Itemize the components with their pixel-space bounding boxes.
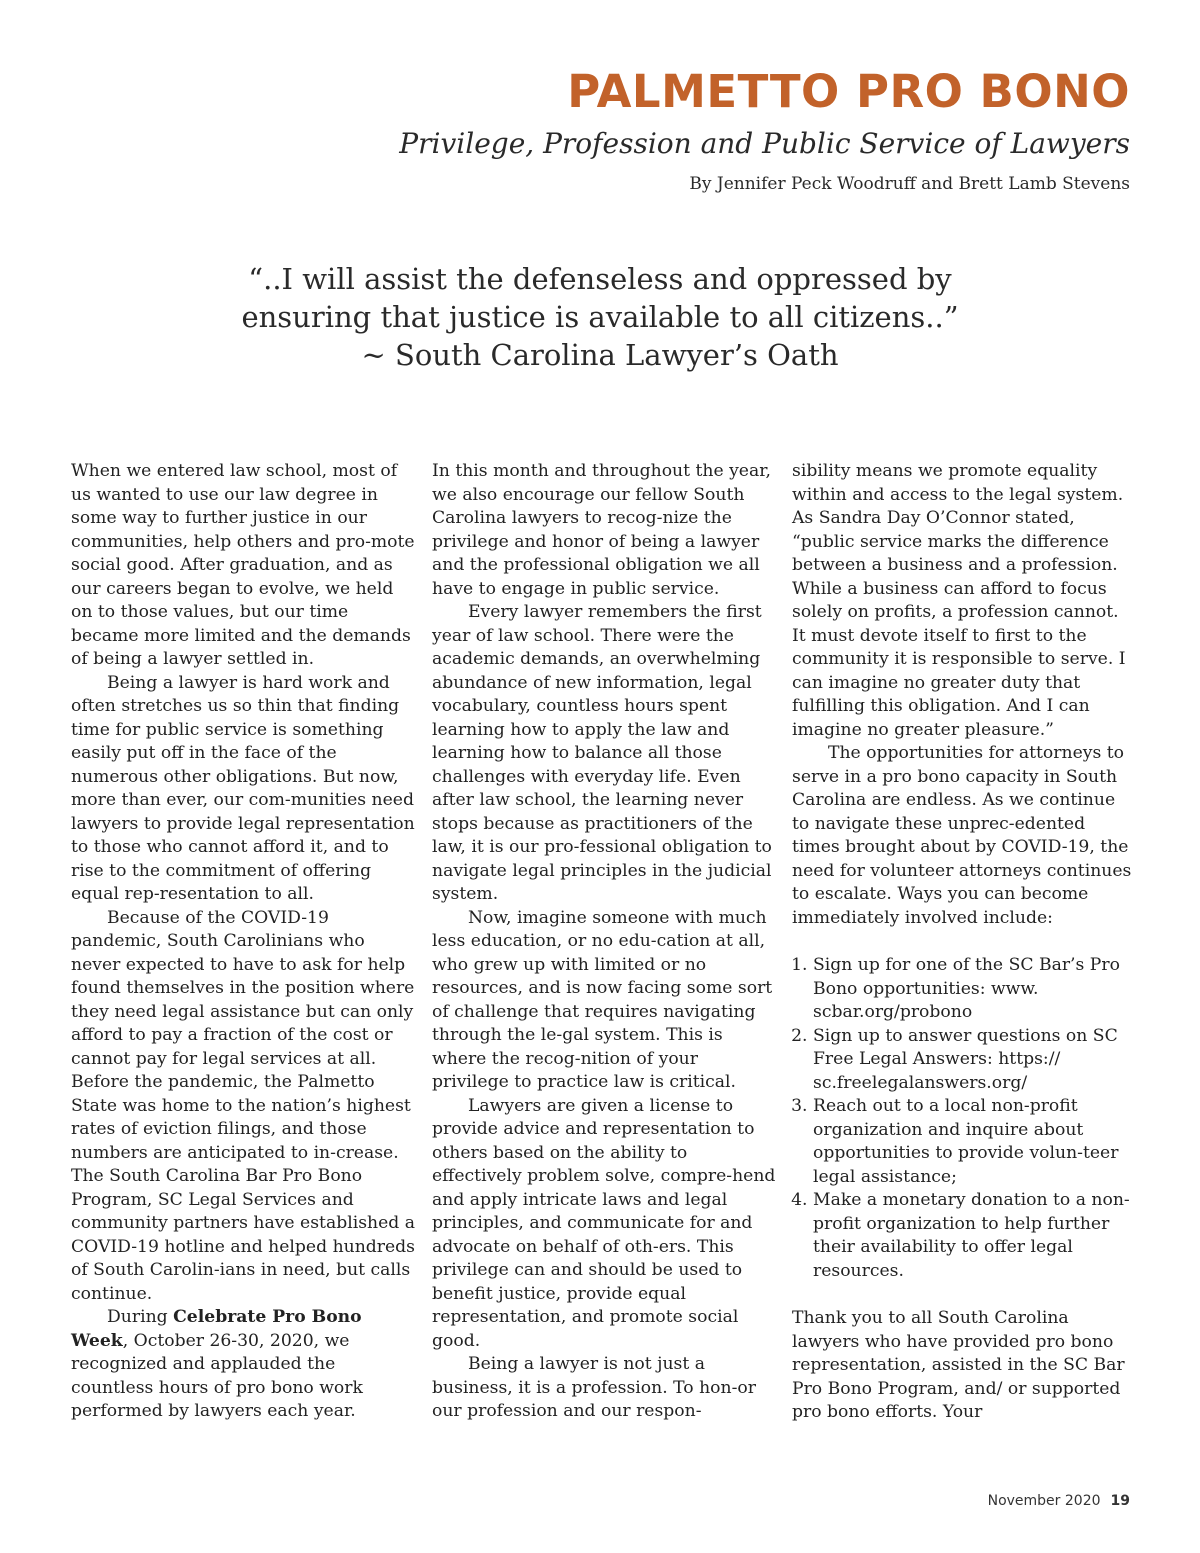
list-item: 1. Sign up for one of the SC Bar’s Pro Bono opportunities: www. scbar.org/probono — [813, 954, 1137, 1025]
page-number: 19 — [1110, 1493, 1130, 1509]
paragraph: When we entered law school, most of us wanted to use our law degree in some way to further justice in our communities, help others and pro-mote social good. After graduation, and as our careers began to evolve, we held on to those values, but our time became more limited and the demands of being a lawyer settled in. — [71, 461, 415, 669]
issue-date: November 2020 — [987, 1493, 1101, 1509]
list-item: 3. Reach out to a local non-profit organization and inquire about opportunities to provide volun-teer legal assistance; — [813, 1095, 1137, 1189]
list-item: 4. Make a monetary donation to a non-profit organization to help further their availability to offer legal resources. — [813, 1189, 1137, 1283]
paragraph: Every lawyer remembers the first year of law school. There were the academic demands, an overwhelming abundance of new information, legal vocabulary, countless hours spent learning how to apply the law and learning how to balance all those challenges with everyday life. Even after law school, the learning never stops because as practitioners of the law, it is our pro-fessional obligation to navigate legal principles in the judicial system. — [432, 602, 772, 904]
paragraph: Being a lawyer is hard work and often stretches us so thin that finding time for public service is something easily put off in the face of the numerous other obligations. But now, more than ever, our com-munities need lawyers to provide legal representation to those who cannot afford it, and to rise to the commitment of offering equal rep-resentation to all. — [71, 672, 415, 904]
paragraph: Thank you to all South Carolina lawyers who have provided pro bono representation, assisted in the SC Bar Pro Bono Program, and/ or supported pro bono efforts. Your — [792, 1308, 1125, 1422]
text-column-1 — [71, 460, 416, 1424]
paragraph: sibility means we promote equality within and access to the legal system. As Sandra Day O’Connor stated, “public service marks the difference between a business and a profession. While a business can afford to focus solely on profits, a profession cannot. It must devote itself to first to the community it is responsible to serve. I can imagine no greater duty that fulfilling this obligation. And I can imagine no greater pleasure.” — [792, 461, 1126, 740]
paragraph-rest: , October 26-30, 2020, we recognized and applauded the countless hours of pro bono work performed by lawyers each year. — [71, 1330, 363, 1421]
paragraph: Lawyers are given a license to provide advice and representation to others based on the ability to effectively problem solve, compre-hend and apply intricate laws and legal principles, and communicate for and advocate on behalf of oth-ers. This privilege can and should be used to benefit justice, provide equal representation, and promote social good. — [432, 1095, 776, 1351]
pull-quote — [0, 260, 1200, 374]
involvement-list — [792, 954, 1137, 1283]
paragraph: Now, imagine someone with much less education, or no edu-cation at all, who grew up with limited or no resources, and is now facing some sort of challenge that requires navigating through the le-gal system. This is where the recog-nition of your privilege to practice law is critical. — [432, 907, 773, 1092]
article-header — [399, 62, 1130, 198]
paragraph: Being a lawyer is not just a business, it is a profession. To hon-or our profession and our respon- — [432, 1354, 756, 1421]
article-byline: By Jennifer Peck Woodruff and Brett Lamb Stevens — [689, 174, 1130, 194]
page-footer — [988, 1493, 1130, 1509]
paragraph: The opportunities for attorneys to serve in a pro bono capacity in South Carolina are endless. As we continue to navigate these unprec-edented times brought about by COVID-19, the need for volunteer attorneys continues to escalate. Ways you can become immediately involved include: — [792, 743, 1132, 928]
paragraph — [71, 1306, 416, 1424]
paragraph: Because of the COVID-19 pandemic, South Carolinians who never expected to have to ask for help found themselves in the position where they need legal assistance but can only afford to pay a fraction of the cost or cannot pay for legal services at all. Before the pandemic, the Palmetto State was home to the nation’s highest rates of eviction filings, and those numbers are anticipated to in-crease. The South Carolina Bar Pro Bono Program, SC Legal Services and community partners have established a COVID-19 hotline and helped hundreds of South Carolin-ians in need, but calls continue. — [71, 907, 415, 1304]
event-name: Celebrate Pro Bono Week — [71, 1307, 362, 1351]
quote-attribution: ~ South Carolina Lawyer’s Oath — [361, 338, 839, 372]
paragraph-prefix: During — [107, 1307, 174, 1327]
article-subtitle: Privilege, Profession and Public Service of Lawyers — [399, 127, 1130, 160]
list-item: 2. Sign up to answer questions on SC Free Legal Answers: https:// sc.freelegalanswers.org/ — [813, 1025, 1137, 1096]
quote-line-2: ensuring that justice is available to all citizens..” — [241, 300, 959, 334]
text-column-3 — [792, 460, 1137, 1425]
paragraph: In this month and throughout the year, we also encourage our fellow South Carolina lawyers to recog-nize the privilege and honor of being a lawyer and the professional obligation we all have to engage in public service. — [432, 461, 772, 599]
article-title: PALMETTO PRO BONO — [567, 65, 1130, 118]
quote-line-1: “..I will assist the defenseless and oppressed by — [248, 262, 952, 296]
text-column-2 — [432, 460, 777, 1424]
